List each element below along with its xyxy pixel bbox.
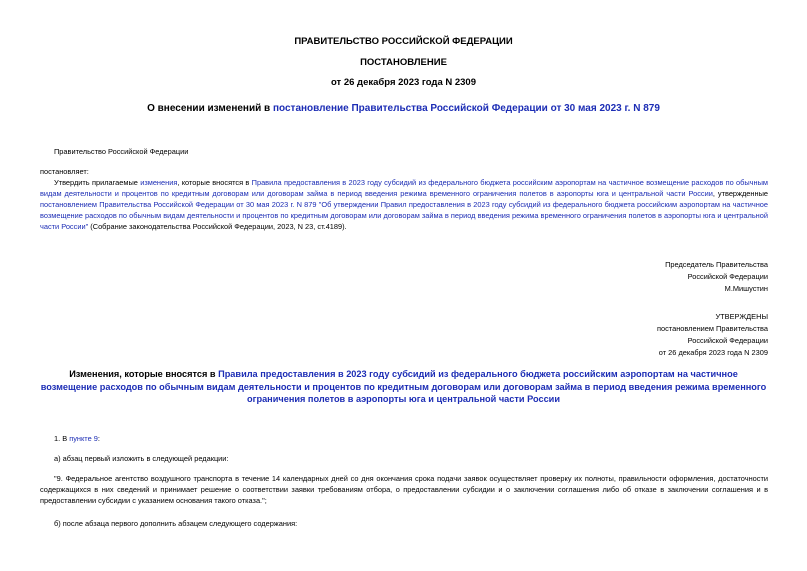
item-1-suffix: : (97, 434, 100, 443)
amendments-rules-link[interactable]: Правила предоставления в 2023 году субсидий из федерального бюджета российским аэропортам на частичное возмещение расходов по обычным видам деятельности и процентов по кредитным договорам или договорам займа в период введения режима временного ограничения полетов в аэропорты юга и центральной части России (40, 369, 767, 404)
signature-block (528, 259, 768, 295)
item-1 (40, 433, 768, 444)
rules-link[interactable]: Правила предоставления в 2023 году субсидий из федерального бюджета российским аэропортам на частичное возмещение расходов по обычным видам деятельности и процентов по кредитным договорам или договорам займа в период введения режима временного ограничения полетов в аэропорты юга и центральной части России (40, 178, 768, 198)
item-1-link[interactable]: пункте 9 (69, 434, 98, 443)
amendments-title (40, 368, 767, 406)
approval-by: постановлением Правительства (657, 324, 768, 333)
document-title (40, 103, 767, 114)
title-link[interactable]: постановление Правительства Российской Федерации от 30 мая 2023 г. N 879 (272, 103, 660, 114)
title-prefix: О внесении изменений в (147, 103, 273, 114)
document-date-number: от 26 декабря 2023 года N 2309 (330, 77, 476, 88)
item-a: а) абзац первый изложить в следующей редакции: (54, 454, 229, 463)
p1-text-b: , которые вносятся в (177, 178, 252, 187)
approval-title: УТВЕРЖДЕНЫ (715, 312, 768, 321)
signature-position: Председатель Правительства (665, 260, 768, 269)
document-type: ПОСТАНОВЛЕНИЕ (360, 57, 447, 68)
amendments-title-prefix: Изменения, которые вносятся в (69, 369, 219, 379)
signature-name: М.Мишустин (724, 284, 768, 293)
approval-block (528, 311, 768, 359)
quoted-paragraph: "9. Федеральное агентство воздушного транспорта в течение 14 календарных дней со дня окончания срока подачи заявок осуществляет проверку их полноты, правильности оформления, достаточности содержащихся в них сведений и принимает решение о соответствии заявки требованиям отбора, о предоставлении субсидии и о заключении соглашения либо об отказе в заключении соглашения и в предоставлении субсидии с указанием основания такого отказа."; (40, 474, 768, 505)
item-1-prefix: 1. В (54, 434, 70, 443)
p1-text-d: (Собрание законодательства Российской Федерации, 2023, N 23, ст.4189). (88, 222, 347, 231)
government-heading: ПРАВИТЕЛЬСТВО РОССИЙСКОЙ ФЕДЕРАЦИИ (294, 36, 513, 47)
item-b: б) после абзаца первого дополнить абзацем следующего содержания: (54, 519, 298, 528)
amendments-link[interactable]: изменения (140, 178, 178, 187)
resolution-link[interactable]: постановлением Правительства Российской Федерации от 30 мая 2023 г. N 879 "Об утверждении Правил предоставления в 2023 году субсидий из федерального бюджета российским аэропортам на частичное возмещение расходов по обычным видам деятельности и процентов по кредитным договорам или договорам займа в период введения режима временного ограничения полетов в аэропорты юга и центральной части России" (40, 200, 768, 231)
decrees-line: постановляет: (40, 167, 89, 176)
issuer-line: Правительство Российской Федерации (54, 147, 189, 156)
main-paragraph (40, 177, 768, 232)
approval-date: от 26 декабря 2023 года N 2309 (658, 348, 768, 357)
approval-org: Российской Федерации (687, 336, 768, 345)
p1-text-a: Утвердить прилагаемые (54, 178, 141, 187)
p1-text-c: , утвержденные (712, 189, 768, 198)
signature-org: Российской Федерации (687, 272, 768, 281)
